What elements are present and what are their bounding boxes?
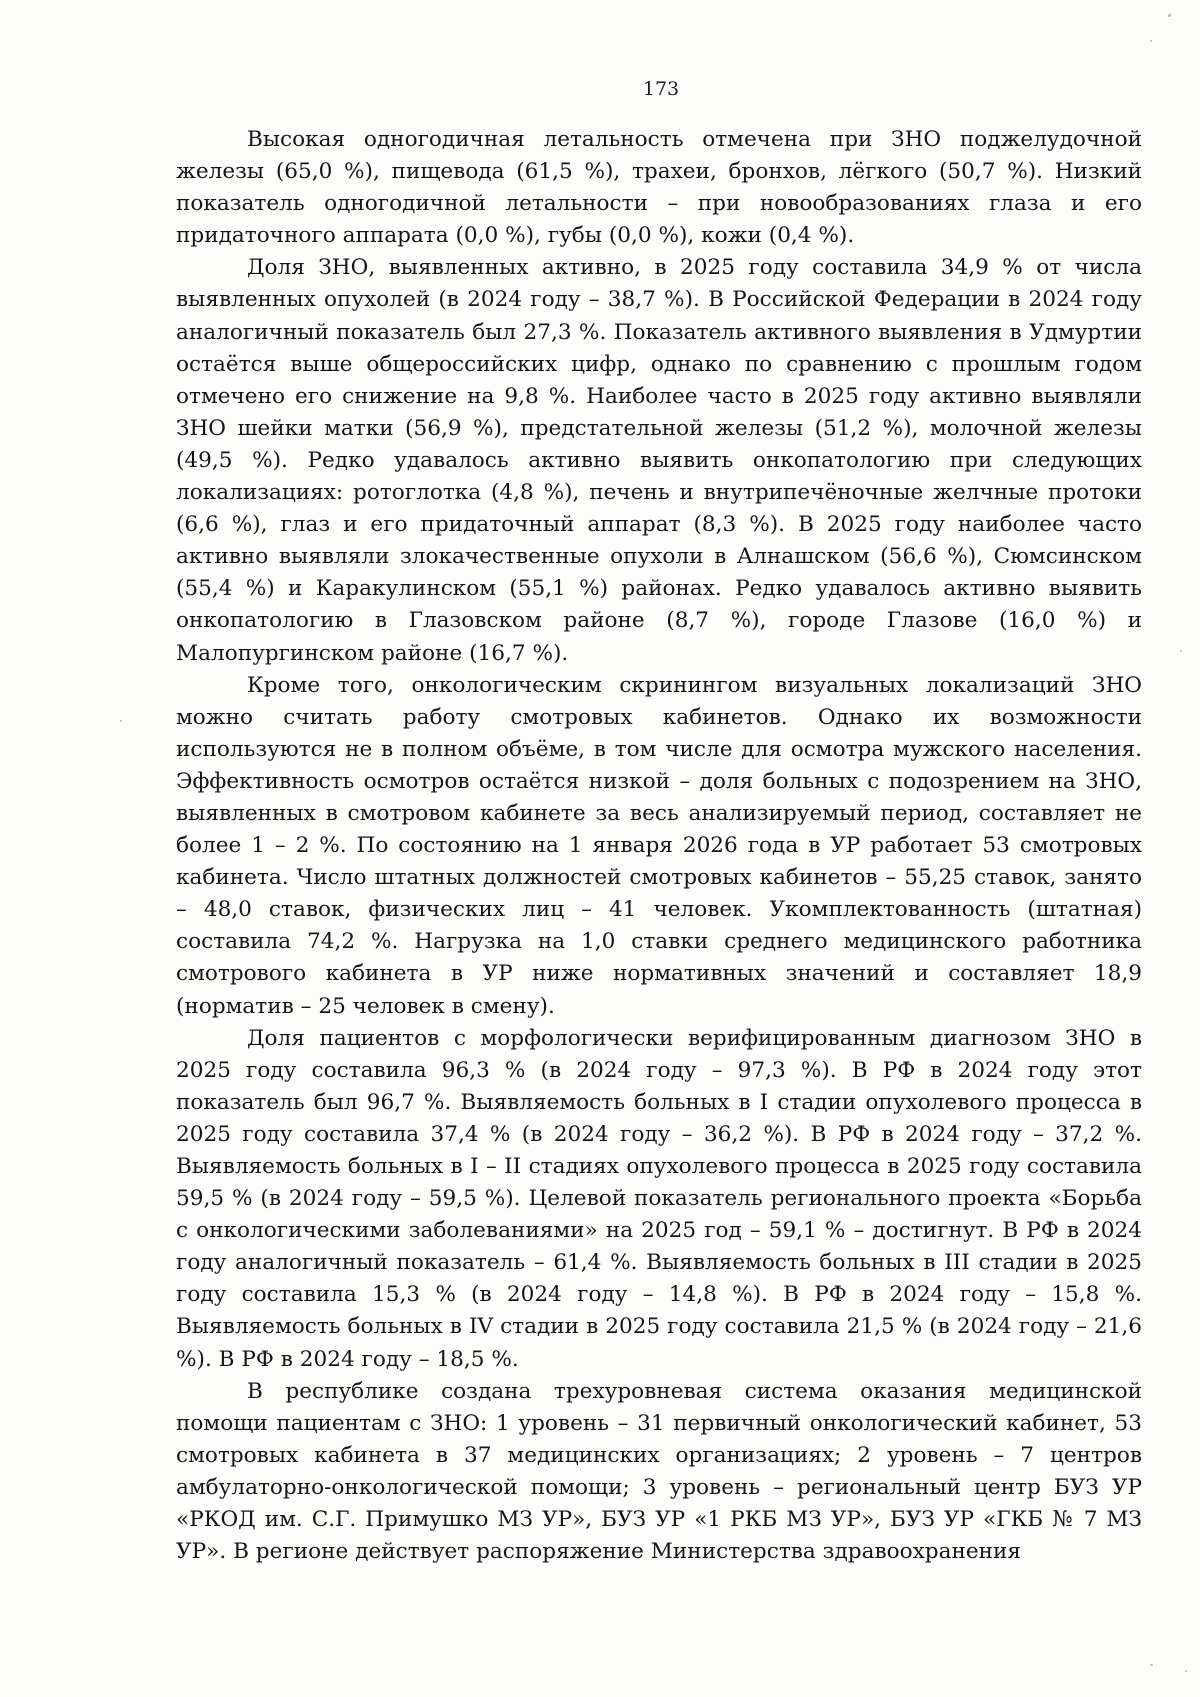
scan-speck [1168, 14, 1171, 17]
scan-speck [1150, 1664, 1153, 1666]
paragraph-active-detection: Доля ЗНО, выявленных активно, в 2025 году составила 34,9 % от числа выявленных опухолей (в 2024 году – 38,7 %). В Российской Федерации в 2024 году аналогичный показатель был 27,3 %. Показатель активного выявления в Удмуртии остаётся выше общероссийских цифр, однако по сравнению с прошлым годом отмечено его снижение на 9,8 %. Наиболее часто в 2025 году активно выявляли ЗНО шейки матки (56,9 %), предстательной железы (51,2 %), молочной железы (49,5 %). Редко удавалось активно выявить онкопатологию при следующих локализациях: ротоглотка (4,8 %), печень и внутрипечёночные желчные протоки (6,6 %), глаз и его придаточный аппарат (8,3 %). В 2025 году наиболее часто активно выявляли злокачественные опухоли в Алнашском (56,6 %), Сюмсинском (55,4 %) и Каракулинском (55,1 %) районах. Редко удавалось активно выявить онкопатологию в Глазовском районе (8,7 %), городе Глазове (16,0 %) и Малопургинском районе (16,7 %). [176, 255, 1142, 666]
paragraph-morphological-verification: Доля пациентов с морфологически верифицированным диагнозом ЗНО в 2025 году составила 96,3 % (в 2024 году – 97,3 %). В РФ в 2024 году этот показатель был 96,7 %. Выявляемость больных в I стадии опухолевого процесса в 2025 году составила 37,4 % (в 2024 году – 36,2 %). В РФ в 2024 году – 37,2 %. Выявляемость больных в I – II стадиях опухолевого процесса в 2025 году составила 59,5 % (в 2024 году – 59,5 %). Целевой показатель регионального проекта «Борьба с онкологическими заболеваниями» на 2025 год – 59,1 % – достигнут. В РФ в 2024 году аналогичный показатель – 61,4 %. Выявляемость больных в III стадии в 2025 году составила 15,3 % (в 2024 году – 14,8 %). В РФ в 2024 году – 15,8 %. Выявляемость больных в IV стадии в 2025 году составила 21,5 % (в 2024 году – 21,6 %). В РФ в 2024 году – 18,5 %. [176, 1025, 1142, 1372]
paragraph-three-level-system: В республике создана трехуровневая система оказания медицинской помощи пациентам с ЗНО: 1 уровень – 31 первичный онкологический кабинет, 53 смотровых кабинета в 37 медицинских организациях; 2 уровень – 7 центров амбулаторно-онкологической помощи; 3 уровень – региональный центр БУЗ УР «РКОД им. С.Г. Примушко МЗ УР», БУЗ УР «1 РКБ МЗ УР», БУЗ УР «ГКБ № 7 МЗ УР». В регионе действует распоряжение Министерства здравоохранения [176, 1378, 1142, 1565]
scan-speck [1150, 40, 1152, 42]
scan-speck [1185, 1670, 1187, 1672]
scan-speck [1180, 650, 1182, 652]
page-number: 173 [642, 78, 680, 100]
scan-speck [120, 720, 122, 722]
document-body [176, 124, 1142, 1568]
paragraph-screening-rooms: Кроме того, онкологическим скринингом визуальных локализаций ЗНО можно считать работу смотровых кабинетов. Однако их возможности используются не в полном объёме, в том числе для осмотра мужского населения. Эффективность осмотров остаётся низкой – доля больных с подозрением на ЗНО, выявленных в смотровом кабинете за весь анализируемый период, составляет не более 1 – 2 %. По состоянию на 1 января 2026 года в УР работает 53 смотровых кабинета. Число штатных должностей смотровых кабинетов – 55,25 ставок, занято – 48,0 ставок, физических лиц – 41 человек. Укомплектованность (штатная) составила 74,2 %. Нагрузка на 1,0 ставки среднего медицинского работника смотрового кабинета в УР ниже нормативных значений и составляет 18,9 (норматив – 25 человек в смену). [176, 672, 1142, 1019]
paragraph-one-year-mortality: Высокая одногодичная летальность отмечена при ЗНО поджелудочной железы (65,0 %), пищевода (61,5 %), трахеи, бронхов, лёгкого (50,7 %). Низкий показатель одногодичной летальности – при новообразованиях глаза и его придаточного аппарата (0,0 %), губы (0,0 %), кожи (0,4 %). [176, 127, 1142, 249]
